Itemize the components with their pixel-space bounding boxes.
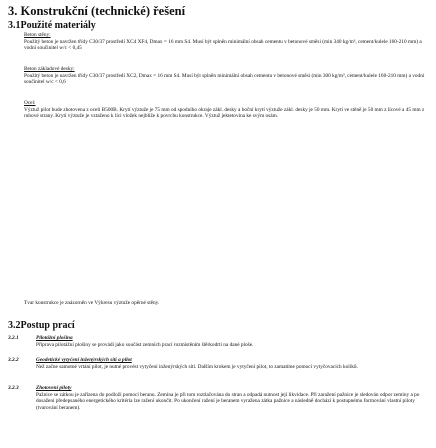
steel-text: Výztuž pilot bude zhotovena z oceli B500B. Krytí výztuže je 75 mm od spodního okraje zákl. desky a boční krytí výztuže zákl. desky je 50 mm. Krytí ve stěně je 50 mm z lícové a 45 mm z rubové strany. Krytí výztuže je vztaženo k líci vložek nejbliže k povrchu konstrukce. Výztuž jektetovina ke svým osám. (24, 107, 425, 120)
page-heading: 3. Konstrukční (technické) řešení (8, 4, 186, 18)
concrete-slab-label: Beton základové desky: (24, 66, 75, 72)
section-work-title: 3.2Postup prací (8, 320, 75, 331)
steel-label: Ocel: (24, 100, 36, 106)
item-number: 3.2.1 (8, 335, 19, 341)
concrete-wall-text: Použitý beton je navržen třídy C30/37 prostředí XC4 XF4, Dmax = 16 mm S4. Musí být splněn minimální obsah cementu v betonové směsi (min 340 kg/m³, cement/kulele 160-210 mm) a vodní součinitel w/c < 0,45 (24, 39, 422, 52)
item-text: Příprava pilotážní plošiny se provádí jako součást zemních prací rozmístěním štěrkodrti na dané ploše. (36, 342, 254, 348)
item-title: Geodetické vytyčení inženýrských sítí a pilot (36, 357, 132, 363)
item-title: Pilotážní plošina (36, 335, 73, 341)
item-number: 3.2.3 (8, 385, 19, 391)
item-text: Než začne samotné vrtání pilot, je nutné provést vytyčení inženýrských sítí. Dalším krokem je vytyčení pilot, to zamatíme pomocí vytyčovacích kolíků. (36, 364, 358, 370)
concrete-slab-text: Použitý beton je navržen třídy C30/37 prostředí XC2, Dmax = 16 mm S4. Musí být splněn minimální obsah cementu v betonové směsi (min 300 kg/m³, cement/kulele 160-210 mm) a vodní součinitel w/c < 0,6 (24, 73, 425, 86)
shape-note: Tvar konstrukce je znázorněn ve Výkresu výztuže opěrné stěny. (24, 300, 160, 306)
concrete-wall-label: Beton stěny: (24, 32, 51, 38)
item-number: 3.2.2 (8, 357, 19, 363)
section-materials-title: 3.1Použité materiály (8, 20, 96, 31)
item-text: Pažnice se zátkou je zařízena do podloží pomocí beranu. Zemina je při tom roztlačována do stran a odpadá nutnost její likvidace. Při zaražení pažnice je sledován odpor zeminy a po dosažení předepsaného energetického kritéria lze ražení ukončit. Po ukončení ražení je beranem vyražena zátka pažnice a následně dochází k postupnému formování vlastní piloty (tvarování beranem). (36, 392, 420, 411)
item-title: Zhotovení piloty (36, 385, 72, 391)
